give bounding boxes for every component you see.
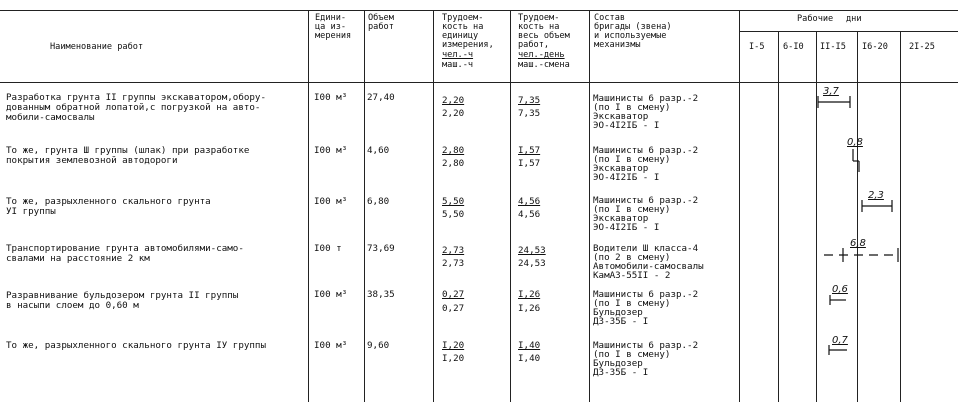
crew-line: (по I в смену): [593, 349, 671, 360]
labor-unit-bottom: 5,50: [442, 209, 465, 220]
volume-cell: 27,40: [367, 92, 395, 103]
unit-cell: I00 м³: [314, 145, 348, 156]
labor-total-top: I,57: [518, 145, 541, 156]
crew-line: Машинисты 6 разр.-2: [593, 340, 699, 351]
labor-unit-top: 5,50: [442, 196, 465, 207]
labor-unit-bottom: 2,80: [442, 158, 465, 169]
work-name: в насыпи слоем до 0,60 м: [6, 300, 139, 311]
crew-line: (по I в смену): [593, 298, 671, 309]
labor-unit-top: 2,80: [442, 145, 465, 156]
labor-unit-bottom: 0,27: [442, 303, 465, 314]
work-name: То же, разрыхленного скального грунта: [6, 196, 211, 207]
volume-cell: 38,35: [367, 289, 395, 300]
unit-cell: I00 м³: [314, 289, 348, 300]
labor-total-top: 7,35: [518, 95, 541, 106]
crew-line: ЭО-4I2IБ - I: [593, 222, 660, 233]
crew-line: КамАЗ-55II - 2: [593, 270, 671, 281]
header-workdays: Рабочие: [797, 14, 834, 24]
day-col-11-15: II-I5: [820, 42, 846, 52]
labor-total-bottom: 7,35: [518, 108, 541, 119]
crew-line: (по I в смену): [593, 102, 671, 113]
gantt-duration-label: 6,8: [850, 238, 866, 249]
crew-line: Машинисты 6 разр.-2: [593, 289, 699, 300]
unit-cell: I00 м³: [314, 196, 348, 207]
work-name: Разравнивание бульдозером грунта II группы: [6, 290, 239, 301]
labor-total-bottom: 4,56: [518, 209, 541, 220]
day-col-21-25: 2I-25: [909, 42, 935, 52]
work-schedule-table: Наименование работ Едини- ца из- мерения Объем работ Трудоем- кость на единицу измерения, чел.-ч маш.-ч Трудоем- кость на весь объем работ, чел.-день маш.-смена Состав бригады (звена) и используемые механизмы Рабочие дни I-5 6-I0 II-I5 I6-20 2I-25 Разработка грунта II группы экскаватором,обору- дованным обратной лопатой,с погрузкой на авто- мобили-самосвалы I00 м³ 27,40 2,20 2,20 7,35 7,35 Машинисты 6 разр.-2 (по I в смену) Экскаватор ЭО-4I2IБ - I 3,7 То же, грунта Ш группы (шлак) при разработке покрытия землевозной автодороги I00 м³ 4,60 2,80 2,80 I,57 I,57 Машинисты 6 разр.-2 (по I в смену) Экскаватор ЭО-4I2IБ - I 0,8 То же, разрыхленного скального грунта УI группы I00 м³ 6,80 5,50 5,50 4,56 4,56 Машинисты 6 разр.-2 (по I в смену) Экскаватор ЭО-4I2IБ - I 2,3 Транспортирование грунта автомобилями-само- свалами на расстояние 2 км I00 т 73,69 2,73 2,73 24,53 24,53 Водители Ш класса-4 (по 2 в смену) Автомобили-самосвалы КамАЗ-55II - 2 6,8 Разравнивание бульдозером грунта II группы в насыпи слоем до 0,60 м I00 м³ 38,35 0,27 0,27 I,26 I,26 Машинисты 6 разр.-2 (по I в смену) Бульдозер ДЗ-35Б - I 0,6 То же, разрыхленного скального грунта IУ группы I00 м³ 9,60 I,20 I,20 I,40 I,40 Машинисты 6 разр.-2 (по I в смену) Бульдозер ДЗ-35Б - I 0,7: [0, 0, 958, 402]
volume-cell: 6,80: [367, 196, 390, 207]
labor-total-top: 24,53: [518, 245, 546, 256]
unit-cell: I00 м³: [314, 340, 348, 351]
gantt-bar-row-5: [830, 295, 846, 305]
work-name: свалами на расстояние 2 км: [6, 253, 150, 264]
header-work-name: Наименование работ: [50, 42, 144, 52]
crew-line: Машинисты 6 разр.-2: [593, 145, 699, 156]
crew-line: (по 2 в смену): [593, 252, 671, 263]
crew-line: Машинисты 6 разр.-2: [593, 93, 699, 104]
work-name: мобили-самосвалы: [6, 112, 95, 123]
labor-unit-bottom: 2,73: [442, 258, 465, 269]
labor-unit-bottom: I,20: [442, 353, 465, 364]
volume-cell: 4,60: [367, 145, 390, 156]
volume-cell: 9,60: [367, 340, 390, 351]
crew-line: ЭО-4I2IБ - I: [593, 172, 660, 183]
gantt-bar-row-3: [862, 200, 892, 212]
day-col-6-10: 6-I0: [783, 42, 804, 52]
crew-line: Бульдозер: [593, 307, 643, 318]
labor-total-bottom: I,26: [518, 303, 541, 314]
labor-unit-top: 2,20: [442, 95, 465, 106]
crew-line: Машинисты 6 разр.-2: [593, 195, 699, 206]
unit-cell: I00 т: [314, 243, 342, 254]
crew-line: (по I в смену): [593, 154, 671, 165]
crew-line: ЭО-4I2IБ - I: [593, 120, 660, 131]
crew-line: ДЗ-35Б - I: [593, 367, 649, 378]
work-name: То же, грунта Ш группы (шлак) при разработке: [6, 145, 250, 156]
crew-line: Экскаватор: [593, 163, 649, 174]
labor-total-top: I,40: [518, 340, 541, 351]
crew-line: (по I в смену): [593, 204, 671, 215]
labor-total-top: I,26: [518, 289, 541, 300]
crew-line: Экскаватор: [593, 111, 649, 122]
labor-unit-bottom: 2,20: [442, 108, 465, 119]
labor-unit-top: 2,73: [442, 245, 465, 256]
day-col-1-5: I-5: [749, 42, 765, 52]
gantt-bar-row-2: [853, 149, 859, 172]
day-col-16-20: I6-20: [862, 42, 888, 52]
header-workdays-days: дни: [846, 14, 862, 24]
labor-total-bottom: 24,53: [518, 258, 546, 269]
gantt-duration-label: 0,7: [832, 335, 848, 346]
labor-unit-top: I,20: [442, 340, 465, 351]
crew-line: ДЗ-35Б - I: [593, 316, 649, 327]
work-name: Разработка грунта II группы экскаватором,обору-: [6, 92, 266, 103]
crew-line: Автомобили-самосвалы: [593, 261, 704, 272]
volume-cell: 73,69: [367, 243, 395, 254]
gantt-duration-label: 0,8: [847, 137, 863, 148]
work-name: Транспортирование грунта автомобилями-само-: [6, 243, 244, 254]
gantt-duration-label: 3,7: [823, 86, 839, 97]
labor-total-bottom: I,40: [518, 353, 541, 364]
work-name: То же, разрыхленного скального грунта IУ группы: [6, 340, 266, 351]
work-name: УI группы: [6, 206, 56, 217]
work-name: дованным обратной лопатой,с погрузкой на авто-: [6, 102, 261, 113]
unit-cell: I00 м³: [314, 92, 348, 103]
gantt-bar-row-1: [818, 96, 850, 108]
gantt-duration-label: 0,6: [832, 284, 848, 295]
crew-line: Водители Ш класса-4: [593, 243, 699, 254]
labor-total-top: 4,56: [518, 196, 541, 207]
gantt-duration-label: 2,3: [868, 190, 884, 201]
labor-total-bottom: I,57: [518, 158, 541, 169]
labor-unit-top: 0,27: [442, 289, 465, 300]
crew-line: Экскаватор: [593, 213, 649, 224]
gantt-bar-row-4: [824, 248, 898, 262]
gantt-bar-row-6: [829, 345, 847, 355]
crew-line: Бульдозер: [593, 358, 643, 369]
work-name: покрытия землевозной автодороги: [6, 155, 178, 166]
